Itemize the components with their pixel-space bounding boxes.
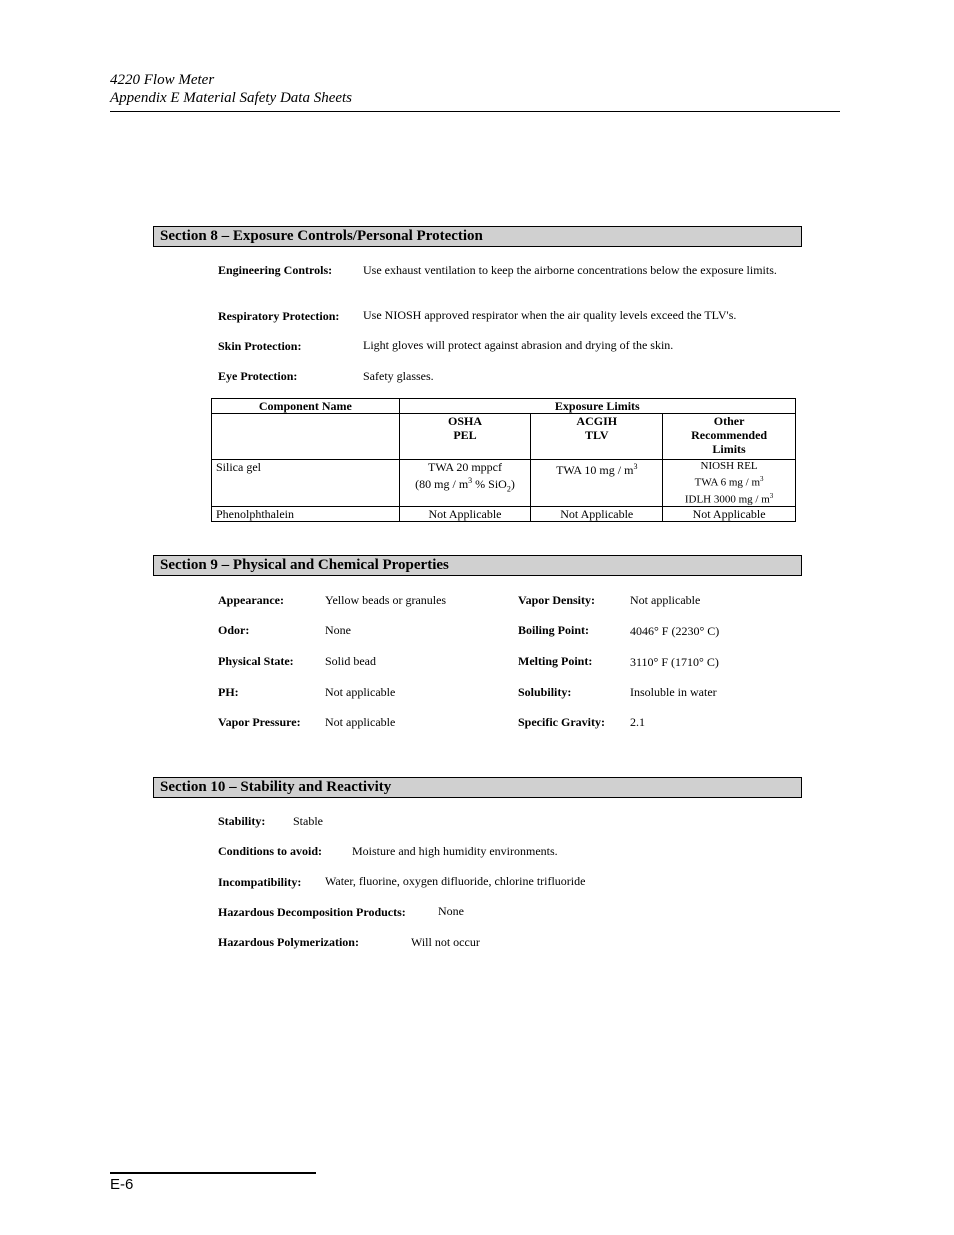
engineering-controls-label: Engineering Controls: [218,263,333,277]
vapor-pressure-value: Not applicable [325,715,396,729]
solubility-label: Solubility: [518,685,572,699]
melting-point-label: Melting Point: [518,654,593,668]
header-title: 4220 Flow Meter [110,72,215,88]
ph-value: Not applicable [325,685,396,699]
osha-label: OSHA [448,414,483,428]
exposure-limits-table [211,398,796,522]
other-limits-header [663,414,796,460]
eye-protection-label: Eye Protection: [218,369,298,383]
empty-cell [212,414,400,460]
niosh-twa: TWA 6 mg / $m^3$ [694,475,764,489]
conditions-to-avoid-label: Conditions to avoid: [218,844,323,858]
phenol-osha-cell: Not Applicable [399,507,531,522]
running-header [110,71,352,107]
section9-title: Section 9 – Physical and Chemical Properties [153,555,802,576]
tlv-label: TLV [584,428,609,442]
header-rule [110,111,840,112]
component-silica-gel: Silica gel [212,460,400,507]
exposure-limits-header: Exposure Limits [399,399,795,414]
footer-rule [110,1172,316,1174]
appearance-label: Appearance: [218,593,284,607]
odor-value: None [325,623,351,637]
conditions-to-avoid-value: Moisture and high humidity environments. [352,844,558,858]
table-subheader-row [212,414,796,460]
skin-protection-value: Light gloves will protect against abrasion and drying of the skin. [363,338,674,352]
incompatibility-value: Water, fluorine, oxygen difluoride, chlorine trifluoride [325,874,586,888]
odor-label: Odor: [218,623,250,637]
phenol-other-cell: Not Applicable [663,507,796,522]
page-number: E-6 [110,1176,134,1193]
silica-other-cell [663,460,796,507]
stability-value: Stable [293,814,323,828]
physical-state-label: Physical State: [218,654,294,668]
niosh-rel: NIOSH REL [700,460,758,472]
physical-state-value: Solid bead [325,654,376,668]
niosh-idlh: IDLH 3000 mg / $m^3$ [684,491,774,506]
vapor-density-value: Not applicable [630,593,701,607]
table-row [212,507,796,522]
silica-osha-line2: (80 mg / $m^3$ % SiO$_2$) [415,476,515,494]
other-label: Other [713,414,745,428]
hazardous-decomposition-label: Hazardous Decomposition Products: [218,905,406,919]
component-name-header: Component Name [212,399,400,414]
boiling-point-value: 4046° F (2230° C) [630,624,720,638]
specific-gravity-label: Specific Gravity: [518,715,605,729]
engineering-controls-value: Use exhaust ventilation to keep the airborne concentrations below the exposure limits. [363,263,777,277]
skin-protection-label: Skin Protection: [218,339,302,353]
hazardous-polymerization-value: Will not occur [411,935,480,949]
acgih-tlv-header [531,414,663,460]
silica-osha-cell [399,460,531,507]
incompatibility-label: Incompatibility: [218,875,302,889]
silica-osha-line1: TWA 20 mppcf [428,460,503,474]
stability-label: Stability: [218,814,266,828]
solubility-value: Insoluble in water [630,685,717,699]
recommended-label: Recommended [691,428,768,442]
header-subtitle: Appendix E Material Safety Data Sheets [110,90,353,106]
silica-acgih-cell: TWA 10 mg / $m^3$ [531,460,663,507]
vapor-pressure-label: Vapor Pressure: [218,715,301,729]
osha-pel-header [399,414,531,460]
boiling-point-label: Boiling Point: [518,623,590,637]
pel-label: PEL [453,428,477,442]
section8-title: Section 8 – Exposure Controls/Personal Protection [153,226,802,247]
vapor-density-label: Vapor Density: [518,593,596,607]
specific-gravity-value: 2.1 [630,715,645,729]
hazardous-decomposition-value: None [438,904,464,918]
table-header-row [212,399,796,414]
acgih-label: ACGIH [576,414,618,428]
respiratory-protection-label: Respiratory Protection: [218,309,340,323]
melting-point-value: 3110° F (1710° C) [630,655,719,669]
limits-label: Limits [712,442,746,456]
appearance-value: Yellow beads or granules [325,593,447,607]
respiratory-protection-value: Use NIOSH approved respirator when the air quality levels exceed the TLV's. [363,308,737,322]
eye-protection-value: Safety glasses. [363,369,434,383]
ph-label: PH: [218,685,239,699]
phenol-acgih-cell: Not Applicable [531,507,663,522]
section10-title: Section 10 – Stability and Reactivity [153,777,802,798]
component-phenolphthalein: Phenolphthalein [212,507,400,522]
table-row [212,460,796,507]
hazardous-polymerization-label: Hazardous Polymerization: [218,935,359,949]
